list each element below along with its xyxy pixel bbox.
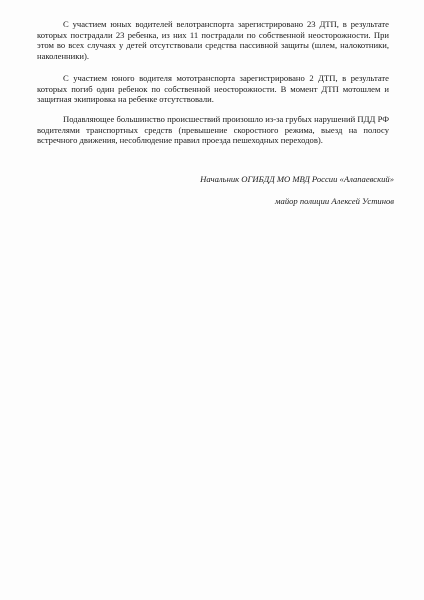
- signature-name: майор полиции Алексей Устинов: [275, 196, 394, 206]
- paragraph-text: С участием юных водителей велотранспорта зарегистрировано 23 ДТП, в результате которых пострадали 23 ребенка, из них 11 пострадали по собственной неосторожности. При этом во всех случаях у детей отсутствовали средства пассивной защиты (шлем, налокотники, наколенники).: [37, 19, 389, 61]
- paragraph-violations: [37, 114, 389, 146]
- signature-position: Начальник ОГИБДД МО МВД России «Алапаевский»: [200, 174, 394, 184]
- paragraph-text: Подавляющее большинство происшествий произошло из-за грубых нарушений ПДД РФ водителями транспортных средств (превышение скоростного режима, выезд на полосу встречного движения, несоблюдение правил проезда пешеходных переходов).: [37, 114, 389, 146]
- paragraph-bicycle-accidents: [37, 19, 389, 61]
- paragraph-text: С участием юного водителя мототранспорта зарегистрировано 2 ДТП, в результате которых погиб один ребенок по собственной неосторожности. В момент ДТП мотошлем и защитная экипировка на ребенке отсутствовали.: [37, 73, 389, 105]
- paragraph-motorcycle-accidents: [37, 73, 389, 105]
